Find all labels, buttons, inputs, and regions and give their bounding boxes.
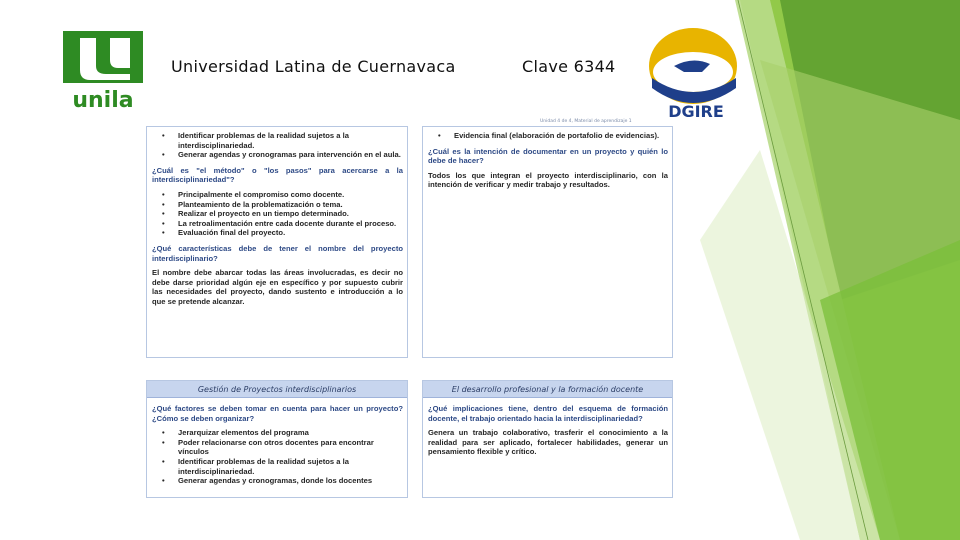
panel-gestion-proyectos (146, 380, 408, 498)
list-item: • Principalmente el compromiso como docente. (152, 190, 403, 200)
list-item: • La retroalimentación entre cada docente durante el proceso. (152, 219, 403, 229)
bullet-list (152, 131, 403, 160)
list-item: • Evaluación final del proyecto. (152, 228, 403, 238)
bullet-list (428, 131, 668, 141)
panel-top-left (146, 126, 408, 358)
institution-title: Universidad Latina de Cuernavaca (171, 57, 456, 76)
bullet-list (152, 428, 403, 486)
unila-logo (60, 28, 146, 112)
panel-top-right (422, 126, 673, 358)
list-item: • Identificar problemas de la realidad sujetos a la interdisciplinariedad. (152, 457, 403, 476)
question-project-name: ¿Qué características debe de tener el nombre del proyecto interdisciplinario? (152, 243, 403, 263)
list-item: • Jerarquizar elementos del programa (152, 428, 403, 438)
answer-paragraph: El nombre debe abarcar todas las áreas involucradas, es decir no debe darse prioridad algún eje en específico y por supuesto cubrir las necesidades del proyecto, dando sustento e introducción a lo que se pretende alcanzar. (152, 268, 403, 306)
unila-logo-text: unila (72, 88, 134, 112)
list-item: • Poder relacionarse con otros docentes para encontrar vínculos (152, 438, 403, 457)
clave-label: Clave 6344 (522, 57, 616, 76)
list-item: • Planteamiento de la problematización o tema. (152, 200, 403, 210)
tiny-caption: Unidad 4 de 4, Material de aprendizaje 1 (540, 119, 632, 124)
panel-title: Gestión de Proyectos interdisciplinarios (147, 381, 407, 398)
list-item: • Evidencia final (elaboración de portafolio de evidencias). (428, 131, 668, 141)
panel-desarrollo-profesional (422, 380, 673, 498)
answer-paragraph: Todos los que integran el proyecto interdisciplinario, con la intención de verificar y medir trabajo y resultados. (428, 170, 668, 190)
bullet-list (152, 190, 403, 238)
panel-title: El desarrollo profesional y la formación docente (423, 381, 672, 398)
dgire-logo-text: DGIRE (668, 102, 724, 121)
dgire-logo (644, 26, 742, 122)
answer-paragraph: Genera un trabajo colaborativo, trasferir el conocimiento a la realidad para ser aplicado, fortalecer habilidades, generar un pensamiento flexible y crítico. (428, 428, 668, 457)
question-documentation: ¿Cuál es la intención de documentar en un proyecto y quién lo debe de hacer? (428, 146, 668, 166)
question-implications: ¿Qué implicaciones tiene, dentro del esquema de formación docente, el trabajo orientado hacia la interdisciplinariedad? (428, 404, 668, 423)
list-item: • Realizar el proyecto en un tiempo determinado. (152, 209, 403, 219)
question-factors: ¿Qué factores se deben tomar en cuenta para hacer un proyecto? ¿Cómo se deben organizar? (152, 404, 403, 423)
list-item: • Generar agendas y cronogramas, donde los docentes (152, 476, 403, 486)
list-item: • Identificar problemas de la realidad sujetos a la interdisciplinariedad. (152, 131, 403, 150)
list-item: • Generar agendas y cronogramas para intervención en el aula. (152, 150, 403, 160)
question-method: ¿Cuál es "el método" o "los pasos" para acercarse a la interdisciplinariedad"? (152, 165, 403, 185)
